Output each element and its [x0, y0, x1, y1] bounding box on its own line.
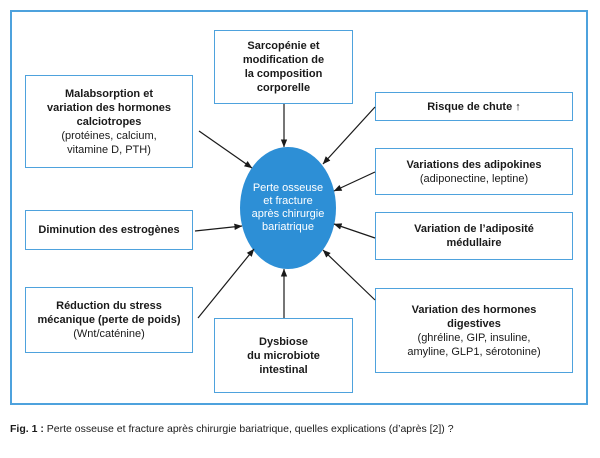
center-line: après chirurgie — [251, 208, 325, 220]
node-detail-line: (adiponectine, leptine) — [419, 172, 529, 185]
center-line: Perte osseuse — [252, 182, 324, 194]
node-title-line: Sarcopénie et — [247, 40, 320, 52]
node-title-line: Variation de l’adiposité — [414, 223, 534, 235]
center-line: bariatrique — [262, 221, 314, 233]
figure-caption — [10, 423, 454, 435]
node-title-line: intestinal — [259, 363, 308, 376]
node-title-line: Risque de chute ↑ — [427, 100, 521, 113]
node-title-line: Dysbiose — [259, 335, 308, 348]
node-title-line: corporelle — [256, 82, 311, 94]
node-detail-line: (Wnt/caténine) — [73, 328, 145, 340]
node-title-line: Variations des adipokines — [406, 158, 542, 171]
node-estrogenes — [25, 210, 193, 250]
node-hormones-digestives — [375, 288, 573, 373]
center-node-perte-osseuse — [240, 147, 336, 269]
caption-text: Perte osseuse et fracture après chirurgie bariatrique, quelles explications (d’après [2]) ? — [46, 423, 454, 435]
caption-label: Fig. 1 : — [10, 423, 44, 435]
node-title-line: mécanique (perte de poids) — [37, 314, 181, 326]
node-title-line: médullaire — [446, 237, 502, 249]
node-adipokines — [375, 148, 573, 195]
node-risque-chute — [375, 92, 573, 121]
node-title-line: calciotropes — [76, 115, 142, 128]
center-line: et fracture — [263, 195, 313, 207]
node-adiposite — [375, 212, 573, 260]
node-detail-line: vitamine D, PTH) — [67, 143, 151, 156]
node-stress-mecanique — [25, 287, 193, 353]
node-detail-line: (ghréline, GIP, insuline, — [417, 331, 531, 344]
node-title-line: modification de — [242, 54, 325, 66]
node-title-line: variation des hormones — [46, 101, 172, 114]
node-sarcopenie — [214, 30, 353, 104]
node-title-line: Malabsorption et — [64, 87, 153, 100]
node-detail-line: amyline, GLP1, sérotonine) — [407, 345, 541, 358]
node-title-line: Variation des hormones — [411, 303, 537, 316]
node-title-line: du microbiote — [247, 349, 320, 362]
node-title-line: digestives — [447, 317, 501, 330]
node-dysbiose — [214, 318, 353, 393]
node-title-line: la composition — [244, 68, 323, 80]
node-malabsorption — [25, 75, 193, 168]
node-title-line: Diminution des estrogènes — [38, 224, 180, 236]
node-detail-line: (protéines, calcium, — [61, 129, 157, 142]
node-title-line: Réduction du stress — [56, 300, 162, 312]
